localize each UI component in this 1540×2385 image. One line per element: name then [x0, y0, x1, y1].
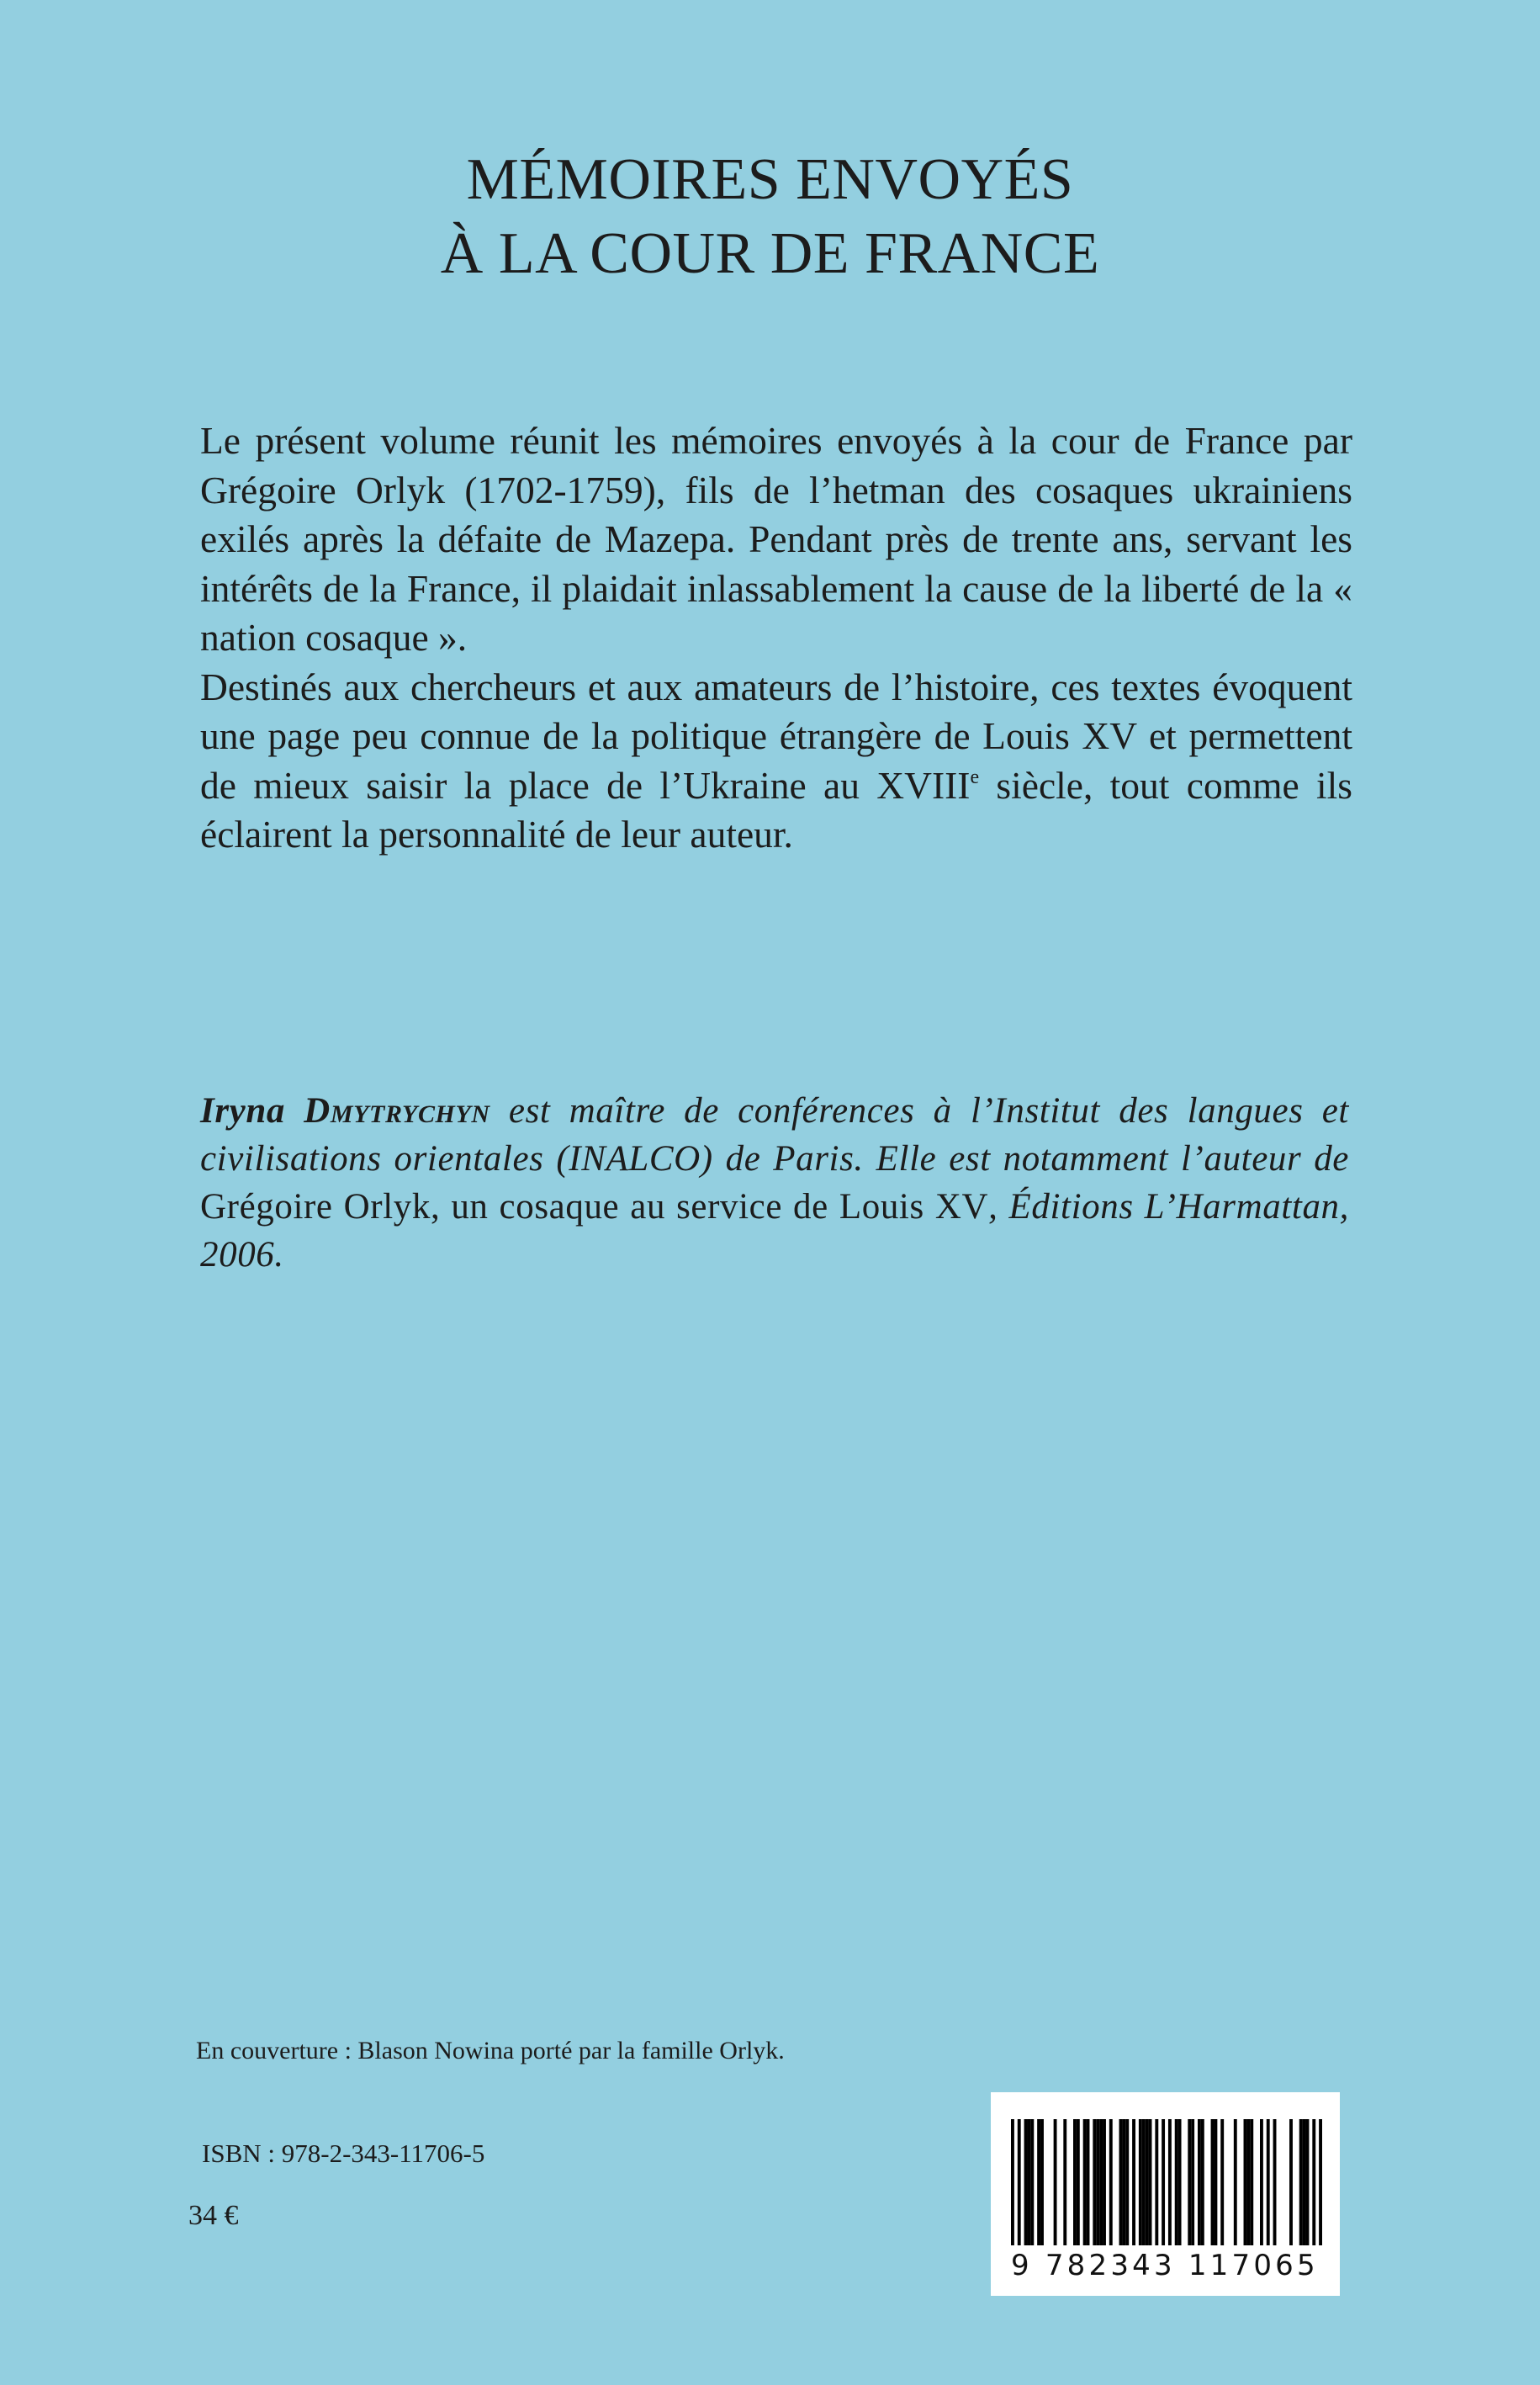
- barcode-bar: [1303, 2119, 1306, 2245]
- barcode-digits: 9 782343 117065: [1011, 2249, 1319, 2282]
- barcode-bar: [1306, 2119, 1310, 2245]
- barcode-bar: [1260, 2119, 1263, 2245]
- barcode-bar: [1011, 2119, 1014, 2245]
- barcode-bar: [1175, 2119, 1178, 2245]
- barcode-bar: [1073, 2119, 1077, 2245]
- barcode-bar: [1168, 2119, 1172, 2245]
- barcode-bar: [1201, 2119, 1204, 2245]
- barcode-bar: [1122, 2119, 1125, 2245]
- barcode-bar: [1132, 2119, 1135, 2245]
- barcode-bar: [1178, 2119, 1182, 2245]
- barcode-bar: [1099, 2119, 1103, 2245]
- barcode-bar: [1198, 2119, 1201, 2245]
- barcode-bar: [1077, 2119, 1080, 2245]
- century-superscript: e: [970, 766, 980, 788]
- price: 34 €: [188, 2200, 239, 2231]
- barcode-bars: [1011, 2119, 1322, 2245]
- barcode-bar: [1246, 2119, 1250, 2245]
- barcode-bar: [1027, 2119, 1030, 2245]
- barcode-bar: [1319, 2119, 1322, 2245]
- barcode-bar: [1188, 2119, 1191, 2245]
- bio-text-end: , Éditions L’Harmattan, 2006.: [200, 1187, 1349, 1275]
- isbn: ISBN : 978-2-343-11706-5: [202, 2139, 485, 2168]
- barcode-bar: [1024, 2119, 1028, 2245]
- barcode-bar: [1037, 2119, 1040, 2245]
- summary-paragraph-2-start: Destinés aux chercheurs et aux amateurs de l’histoire, ces textes évoquent une page peu connue de la politique étrangère de Louis XV et permettent de mieux saisir la place de l’Ukraine au XVIII: [200, 665, 1352, 807]
- barcode-bar: [1299, 2119, 1303, 2245]
- barcode-bar: [1250, 2119, 1253, 2245]
- barcode-bar: [1146, 2119, 1149, 2245]
- bio-book-title: Grégoire Orlyk, un cosaque au service de Louis XV: [200, 1187, 989, 1227]
- barcode-bar: [1063, 2119, 1066, 2245]
- barcode-bar: [1018, 2119, 1021, 2245]
- author-bio: [200, 1087, 1349, 1279]
- barcode-bar: [1244, 2119, 1247, 2245]
- barcode-bar: [1273, 2119, 1277, 2245]
- author-first-name: Iryna: [200, 1091, 285, 1131]
- barcode-bar: [1083, 2119, 1087, 2245]
- barcode-bar: [1191, 2119, 1194, 2245]
- barcode-bar: [1087, 2119, 1090, 2245]
- barcode-bar: [1162, 2119, 1165, 2245]
- title-line-1: MÉMOIRES ENVOYÉS: [466, 147, 1074, 212]
- barcode-bar: [1103, 2119, 1106, 2245]
- title-line-2: À LA COUR DE FRANCE: [440, 221, 1100, 286]
- author-last-name: Dmytrychyn: [304, 1091, 490, 1131]
- book-title: [0, 143, 1540, 291]
- barcode-bar: [1214, 2119, 1217, 2245]
- barcode-bar: [1109, 2119, 1113, 2245]
- barcode-bar: [1096, 2119, 1099, 2245]
- barcode-bar: [1142, 2119, 1146, 2245]
- barcode-bar: [1125, 2119, 1129, 2245]
- barcode-bar: [1234, 2119, 1237, 2245]
- summary-paragraph-2-end: siècle, tout comme ils éclairent la personnalité de leur auteur.: [200, 763, 1352, 856]
- barcode-bar: [1119, 2119, 1123, 2245]
- barcode: [991, 2092, 1340, 2296]
- cover-credit: En couverture : Blason Nowina porté par la famille Orlyk.: [196, 2037, 785, 2064]
- barcode-bar: [1054, 2119, 1057, 2245]
- barcode-bar: [1155, 2119, 1158, 2245]
- barcode-bar: [1220, 2119, 1224, 2245]
- barcode-bar: [1149, 2119, 1152, 2245]
- summary-paragraph-1: Le présent volume réunit les mémoires envoyés à la cour de France par Grégoire Orlyk (1702-1759), fils de l’hetman des cosaques ukrainiens exilés après la défaite de Mazepa. Pendant près de trente ans, servant les intérêts de la France, il plaidait inlassablement la cause de la liberté de la « nation cosaque ».: [200, 419, 1352, 659]
- barcode-bar: [1289, 2119, 1293, 2245]
- bio-text-start: est maître de conférences à l’Institut des langues et civilisations orientales (INALCO) de Paris. Elle est notamment l’auteur de: [200, 1091, 1349, 1179]
- barcode-bar: [1093, 2119, 1096, 2245]
- barcode-bar: [1312, 2119, 1315, 2245]
- summary-paragraph-2: [200, 663, 1352, 860]
- summary-text: [200, 416, 1352, 860]
- barcode-bar: [1040, 2119, 1044, 2245]
- barcode-bar: [1211, 2119, 1215, 2245]
- barcode-bar: [1030, 2119, 1034, 2245]
- barcode-bar: [1267, 2119, 1270, 2245]
- barcode-bar: [1139, 2119, 1142, 2245]
